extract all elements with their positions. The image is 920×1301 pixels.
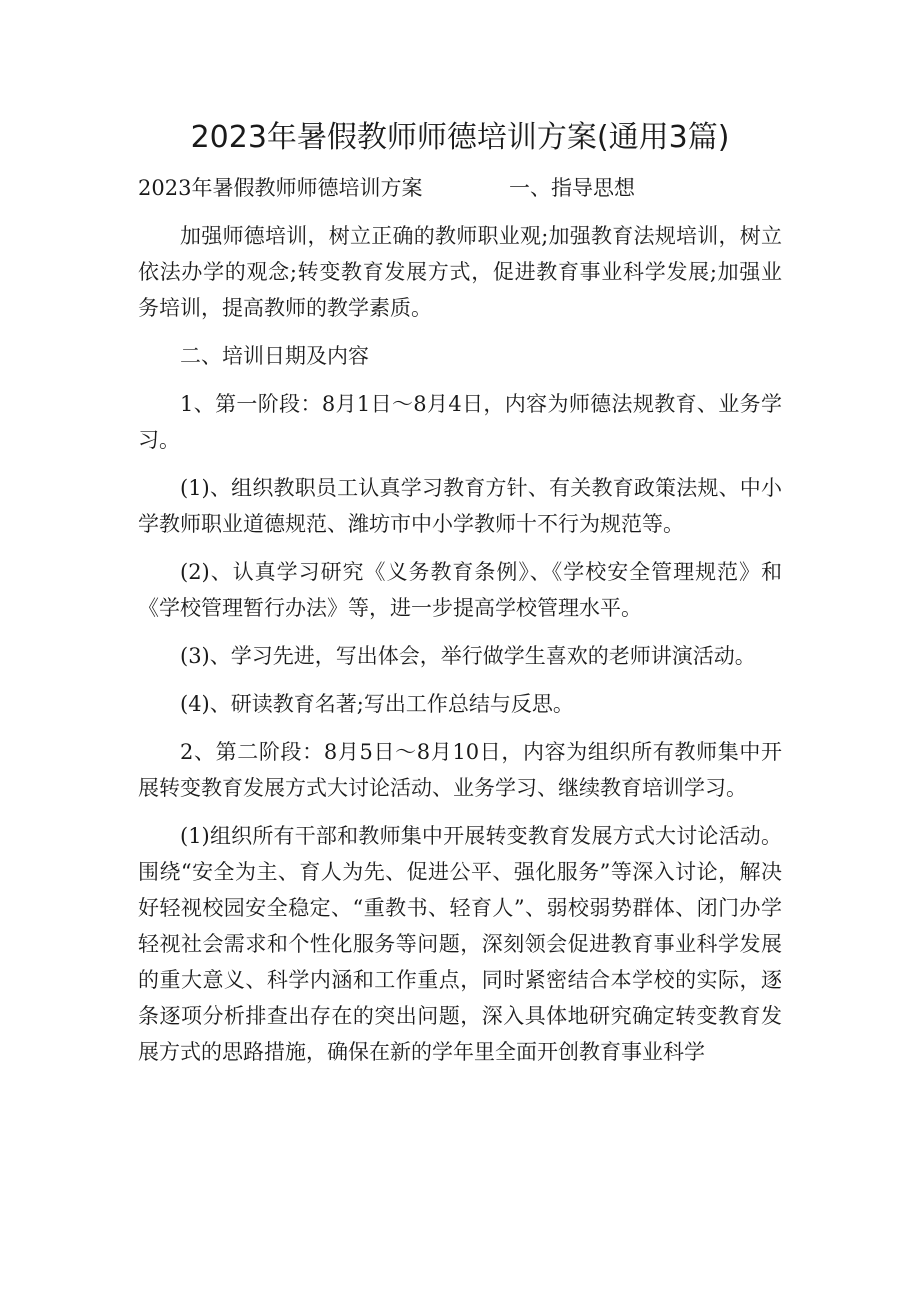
paragraph: 1、第一阶段：8月1日～8月4日，内容为师德法规教育、业务学习。 (138, 392, 782, 452)
section-heading-guiding-ideology: 一、指导思想 (509, 176, 635, 200)
subtitle-row (138, 170, 782, 206)
paragraph: (3)、学习先进，写出体会，举行做学生喜欢的老师讲演活动。 (180, 644, 756, 668)
subtitle-text: 2023年暑假教师师德培训方案 (138, 176, 423, 200)
paragraph: (1)组织所有干部和教师集中开展转变教育发展方式大讨论活动。围绕“安全为主、育人为先、促进公平、强化服务”等深入讨论，解决好轻视校园安全稳定、“重教书、轻育人”、弱校弱势群体、闭门办学轻视社会需求和个性化服务等问题，深刻领会促进教育事业科学发展的重大意义、科学内涵和工作重点，同时紧密结合本学校的实际，逐条逐项分析排查出存在的突出问题，深入具体地研究确定转变教育发展方式的思路措施，确保在新的学年里全面开创教育事业科学 (138, 824, 782, 1064)
document-body (138, 170, 782, 1082)
paragraph: (2)、认真学习研究《义务教育条例》、《学校安全管理规范》和《学校管理暂行办法》等，进一步提高学校管理水平。 (138, 560, 782, 620)
section-heading: 二、培训日期及内容 (180, 344, 369, 368)
document-title: 2023年暑假教师师德培训方案(通用3篇) (190, 120, 730, 155)
paragraph: (4)、研读教育名著;写出工作总结与反思。 (180, 692, 574, 716)
paragraph: 2、第二阶段：8月5日～8月10日，内容为组织所有教师集中开展转变教育发展方式大讨论活动、业务学习、继续教育培训学习。 (138, 740, 782, 800)
paragraph: 加强师德培训，树立正确的教师职业观;加强教育法规培训，树立依法办学的观念;转变教育发展方式，促进教育事业科学发展;加强业务培训，提高教师的教学素质。 (138, 224, 782, 320)
paragraph: (1)、组织教职员工认真学习教育方针、有关教育政策法规、中小学教师职业道德规范、潍坊市中小学教师十不行为规范等。 (138, 476, 782, 536)
